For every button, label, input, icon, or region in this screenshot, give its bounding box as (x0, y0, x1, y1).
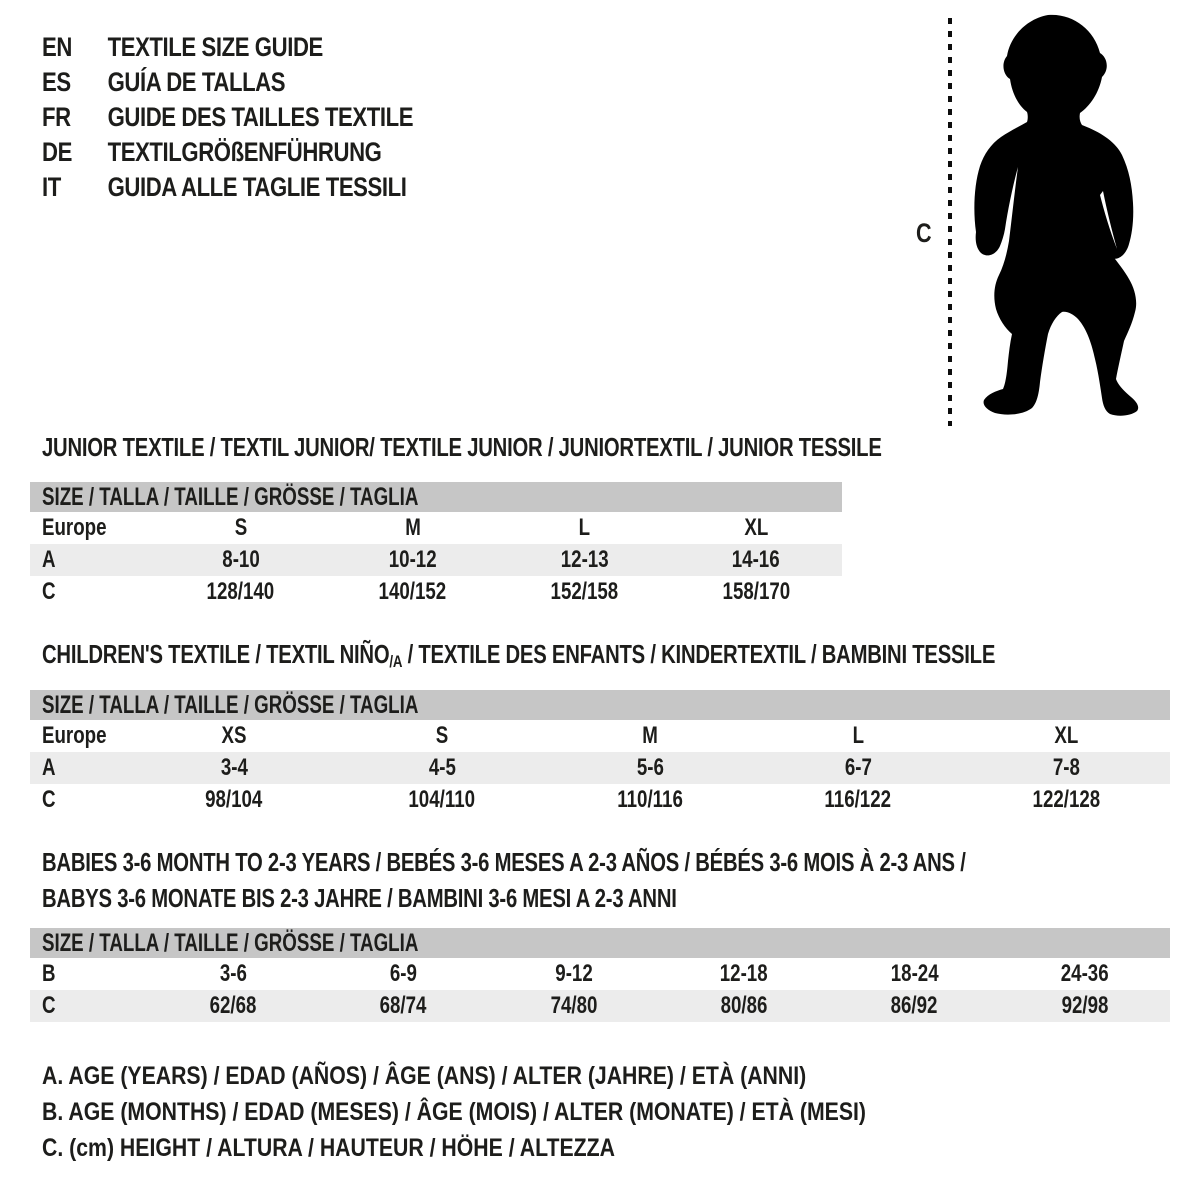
language-code: EN (42, 32, 72, 62)
size-cell (338, 722, 546, 750)
age-cell (499, 546, 671, 574)
row-label (30, 960, 148, 988)
footnote-text: B. AGE (MONTHS) / EDAD (MESES) / ÂGE (MOIS) / ALTER (MONATE) / ETÀ (MESI) (42, 1097, 867, 1126)
language-guide-title: TEXTILE SIZE GUIDE (107, 32, 323, 62)
age-cell-text: 6-7 (844, 754, 872, 781)
size-cell (754, 722, 962, 750)
children-title-main: CHILDREN'S TEXTILE / TEXTIL NIÑO (42, 639, 390, 669)
months-cell (1000, 960, 1170, 988)
height-cell (754, 786, 962, 814)
language-guide-title: GUIDA ALLE TAGLIE TESSILI (107, 172, 407, 202)
language-title-list (42, 30, 495, 205)
language-row-de (42, 135, 413, 170)
row-label-text: A (42, 754, 56, 781)
age-cell (327, 546, 499, 574)
height-cell (962, 786, 1170, 814)
height-cell (670, 578, 842, 606)
height-cell-text: 116/122 (824, 786, 892, 813)
children-title-subscript: /A (389, 652, 403, 671)
footnote-age-months (42, 1094, 1011, 1130)
months-cell (148, 960, 318, 988)
size-cell (499, 514, 671, 542)
height-cell-text: 80/86 (720, 992, 768, 1019)
row-label-text: B (42, 960, 56, 987)
height-cell-text: 68/74 (380, 992, 427, 1019)
row-label-text: A (42, 546, 56, 573)
row-label (30, 722, 130, 750)
size-cell (546, 722, 754, 750)
age-cell (754, 754, 962, 782)
table-row (30, 990, 1170, 1022)
toddler-silhouette-icon (960, 13, 1150, 418)
row-label-text: C (42, 578, 56, 605)
height-cell (829, 992, 999, 1020)
height-cell-text: 158/170 (722, 578, 790, 605)
children-size-table (30, 690, 1170, 816)
row-label-text: Europe (42, 514, 107, 541)
row-label-text: C (42, 786, 56, 813)
height-cell (1000, 992, 1170, 1020)
language-row-it (42, 170, 413, 205)
row-label (30, 754, 130, 782)
footnote-text: A. AGE (YEARS) / EDAD (AÑOS) / ÂGE (ANS) / ALTER (JAHRE) / ETÀ (ANNI) (42, 1061, 807, 1090)
height-cell (546, 786, 754, 814)
height-cell (327, 578, 499, 606)
language-row-es (42, 65, 413, 100)
size-cell-text: L (578, 514, 591, 541)
height-cell (499, 578, 671, 606)
months-cell-text: 12-18 (720, 960, 769, 987)
height-cell-text: 122/128 (1032, 786, 1100, 813)
height-cell (489, 992, 659, 1020)
months-cell (489, 960, 659, 988)
language-code: FR (42, 102, 71, 132)
age-cell-text: 7-8 (1052, 754, 1080, 781)
children-title-rest: / TEXTILE DES ENFANTS / KINDERTEXTIL / BAMBINI TESSILE (402, 639, 996, 669)
size-header-text: SIZE / TALLA / TAILLE / GRÖSSE / TAGLIA (42, 482, 419, 511)
size-header-bar (30, 690, 1170, 720)
size-cell (962, 722, 1170, 750)
row-label (30, 546, 155, 574)
height-dashed-line-icon (946, 16, 954, 428)
height-cell-text: 140/152 (378, 578, 447, 605)
table-row (30, 720, 1170, 752)
size-cell-text: XS (221, 722, 247, 749)
age-cell-text: 3-4 (220, 754, 248, 781)
height-cell (338, 786, 546, 814)
height-cell (659, 992, 829, 1020)
size-cell-text: M (642, 722, 658, 749)
age-cell-text: 12-13 (560, 546, 609, 573)
months-cell-text: 24-36 (1060, 960, 1109, 987)
language-code: ES (42, 67, 71, 97)
language-code: DE (42, 137, 72, 167)
row-label (30, 992, 148, 1020)
size-cell-text: S (234, 514, 248, 541)
table-row (30, 958, 1170, 990)
junior-section-title: JUNIOR TEXTILE / TEXTIL JUNIOR/ TEXTILE JUNIOR / JUNIORTEXTIL / JUNIOR TESSILE (42, 432, 882, 462)
table-row (30, 752, 1170, 784)
table-row (30, 576, 842, 608)
row-label (30, 786, 130, 814)
height-cell-text: 62/68 (209, 992, 257, 1019)
height-cell (130, 786, 338, 814)
size-cell-text: XL (744, 514, 769, 541)
babies-section-title-line2: BABYS 3-6 MONATE BIS 2-3 JAHRE / BAMBINI 3-6 MESI A 2-3 ANNI (42, 883, 677, 913)
size-header-text: SIZE / TALLA / TAILLE / GRÖSSE / TAGLIA (42, 928, 419, 957)
language-row-en (42, 30, 413, 65)
footnote-height-cm (42, 1130, 1011, 1166)
height-cell-text: 92/98 (1061, 992, 1109, 1019)
months-cell (318, 960, 488, 988)
age-cell (670, 546, 842, 574)
junior-size-table (30, 482, 842, 608)
table-row (30, 512, 842, 544)
age-cell-text: 10-12 (388, 546, 437, 573)
age-cell-text: 5-6 (636, 754, 664, 781)
months-cell (659, 960, 829, 988)
footnote-age-years (42, 1058, 1011, 1094)
age-cell (155, 546, 327, 574)
size-cell-text: M (404, 514, 421, 541)
months-cell-text: 3-6 (219, 960, 247, 987)
height-cell-text: 74/80 (550, 992, 598, 1019)
footnote-text: C. (cm) HEIGHT / ALTURA / HAUTEUR / HÖHE / ALTEZZA (42, 1133, 615, 1162)
legend-footnotes (42, 1058, 1011, 1166)
size-cell-text: L (852, 722, 864, 749)
language-code: IT (42, 172, 61, 202)
height-cell-text: 104/110 (408, 786, 476, 813)
age-cell (546, 754, 754, 782)
size-cell (155, 514, 327, 542)
age-cell-text: 14-16 (732, 546, 781, 573)
height-figure (898, 8, 1178, 428)
months-cell-text: 6-9 (389, 960, 418, 987)
months-cell (829, 960, 999, 988)
language-guide-title: GUIDE DES TAILLES TEXTILE (107, 102, 414, 132)
size-cell-text: XL (1054, 722, 1078, 749)
height-cell-text: 86/92 (891, 992, 938, 1019)
babies-section-title-line1: BABIES 3-6 MONTH TO 2-3 YEARS / BEBÉS 3-6 MESES A 2-3 AÑOS / BÉBÉS 3-6 MOIS À 2-3 ANS / (42, 847, 966, 877)
row-label (30, 578, 155, 606)
age-cell (130, 754, 338, 782)
size-header-bar (30, 928, 1170, 958)
height-cell (148, 992, 318, 1020)
height-cell (155, 578, 327, 606)
size-cell (327, 514, 499, 542)
babies-size-table (30, 928, 1170, 1022)
children-section-title (42, 639, 995, 670)
age-cell (962, 754, 1170, 782)
age-cell (338, 754, 546, 782)
language-guide-title: GUÍA DE TALLAS (107, 67, 286, 97)
height-cell-text: 128/140 (207, 578, 275, 605)
height-cell-text: 152/158 (550, 578, 619, 605)
height-cell (318, 992, 488, 1020)
language-guide-title: TEXTILGRÖßENFÜHRUNG (107, 137, 382, 167)
age-cell-text: 8-10 (222, 546, 260, 573)
language-row-fr (42, 100, 413, 135)
height-cell-text: 110/116 (617, 786, 683, 813)
months-cell-text: 18-24 (890, 960, 939, 987)
size-header-text: SIZE / TALLA / TAILLE / GRÖSSE / TAGLIA (42, 690, 419, 719)
height-cell-text: 98/104 (205, 786, 263, 813)
size-cell (130, 722, 338, 750)
age-cell-text: 4-5 (428, 754, 456, 781)
row-label-text: Europe (42, 722, 107, 749)
height-measure-label: C (916, 218, 932, 248)
months-cell-text: 9-12 (555, 960, 593, 987)
row-label (30, 514, 155, 542)
size-cell (670, 514, 842, 542)
size-cell-text: S (435, 722, 449, 749)
row-label-text: C (42, 992, 56, 1019)
table-row (30, 544, 842, 576)
size-header-bar (30, 482, 842, 512)
table-row (30, 784, 1170, 816)
